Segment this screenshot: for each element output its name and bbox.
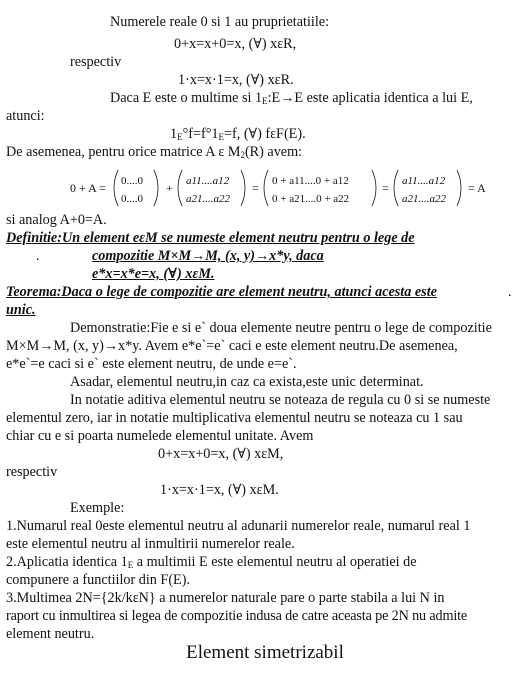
paren-right: [241, 170, 245, 206]
text-line: 1.Numarul real 0este elementul neutru al adunarii numerelor reale, numarul real 1: [6, 518, 471, 534]
text-span: Daca E este o multime si 1: [110, 90, 263, 106]
sum-row2: 0 + a21....0 + a22: [272, 193, 350, 205]
text-line: chiar cu e si poarta numelede elementul unitate. Avem: [6, 428, 314, 444]
paren-left: [178, 170, 182, 206]
formula-line: 1·x=x·1=x, (∀) xεM.: [160, 482, 279, 498]
text-line: este elementul neutru al inmultirii numerelor reale.: [6, 536, 295, 552]
subscript: E: [262, 96, 268, 106]
text-line: Numerele reale 0 si 1 au pruprietatiile:: [110, 14, 330, 30]
a-row2: a21....a22: [402, 193, 446, 205]
text-line: Exemple:: [70, 500, 125, 516]
text-line: M×M→M, (x, y)→x*y. Avem e*e`=e` caci e este element neutru.De asemenea,: [6, 338, 458, 354]
zero-row2: 0....0: [121, 193, 143, 205]
paren-left: [264, 170, 268, 206]
theorem-line: Teorema:Daca o lege de compozitie are element neutru, atunci acesta este: [6, 284, 437, 300]
formula-line: [170, 126, 306, 146]
section-heading: Element simetrizabil: [186, 642, 344, 663]
text-line: e*e`=e caci si e` este element neutru, de unde e=e`.: [6, 356, 297, 372]
dot-mark: .: [508, 284, 512, 300]
a-row2: a21....a22: [186, 193, 230, 205]
text-line: respectiv: [70, 54, 122, 70]
paren-left: [394, 170, 398, 206]
text-line: si analog A+0=A.: [6, 212, 107, 228]
text-line: atunci:: [6, 108, 45, 124]
equals-sign: =: [382, 181, 389, 195]
zero-row1: 0....0: [121, 175, 143, 187]
text-line: Demonstratie:Fie e si e` doua elemente neutre pentru o lege de compozitie: [70, 320, 492, 336]
sum-row1: 0 + a11....0 + a12: [272, 175, 349, 187]
theorem-line: unic.: [6, 302, 36, 318]
paren-right: [457, 170, 461, 206]
text-line: [6, 554, 417, 574]
text-span: 2.Aplicatia identica 1: [6, 554, 128, 570]
text-line: element neutru.: [6, 626, 95, 642]
equals-sign: =: [252, 181, 259, 195]
definition-line: e*x=x*e=x, (∀) xεM.: [92, 266, 215, 282]
matrix-equation: [0, 166, 530, 210]
text-span: =f, (∀) fεF(E).: [224, 126, 306, 142]
definition-line: Definitie:Un element eεM se numeste element neutru pentru o lege de: [6, 230, 415, 246]
matrix-rhs: = A: [468, 181, 486, 195]
text-line: elementul zero, iar in notatie multiplicativa elementul neutru se noteaza cu 1 sau: [6, 410, 463, 426]
formula-line: 1·x=x·1=x, (∀) xεR.: [178, 72, 294, 88]
text-span: 1: [170, 126, 178, 142]
subscript: 2: [240, 150, 245, 160]
text-line: compunere a functiilor din F(E).: [6, 572, 190, 588]
a-row1: a11....a12: [186, 175, 230, 187]
text-line: 3.Multimea 2N={2k/kεN} a numerelor naturale pare o parte stabila a lui N in: [6, 590, 445, 606]
text-span: (R) avem:: [244, 144, 303, 160]
paren-right: [154, 170, 158, 206]
paren-left: [114, 170, 118, 206]
a-row1: a11....a12: [402, 175, 446, 187]
text-line: In notatie aditiva elementul neutru se noteaza de regula cu 0 si se numeste: [70, 392, 491, 408]
subscript: E: [127, 560, 134, 570]
text-line: [6, 144, 302, 164]
text-span: a multimii E este elementul neutru al operatiei de: [133, 554, 417, 570]
text-line: [110, 90, 473, 110]
text-line: raport cu inmultirea si legea de compozitie indusa de catre aceasta pe 2N nu admite: [6, 608, 468, 624]
text-span: De asemenea, pentru orice matrice A ε M: [6, 144, 241, 160]
text-span: °f=f°1: [182, 126, 219, 142]
text-span: :E→E este aplicatia identica a lui E,: [267, 90, 473, 106]
subscript: E: [218, 132, 224, 142]
formula-line: 0+x=x+0=x, (∀) xεR,: [174, 36, 297, 52]
definition-line: compozitie M×M→M, (x, y)→x*y, daca: [92, 248, 324, 264]
text-line: respectiv: [6, 464, 58, 480]
formula-line: 0+x=x+0=x, (∀) xεM,: [158, 446, 284, 462]
matrix-lhs: 0 + A =: [70, 181, 106, 195]
paren-right: [372, 170, 376, 206]
subscript: E: [177, 132, 183, 142]
text-line: Asadar, elementul neutru,in caz ca exista,este unic determinat.: [70, 374, 424, 390]
plus-sign: +: [166, 181, 173, 195]
dot-mark: .: [36, 248, 40, 264]
